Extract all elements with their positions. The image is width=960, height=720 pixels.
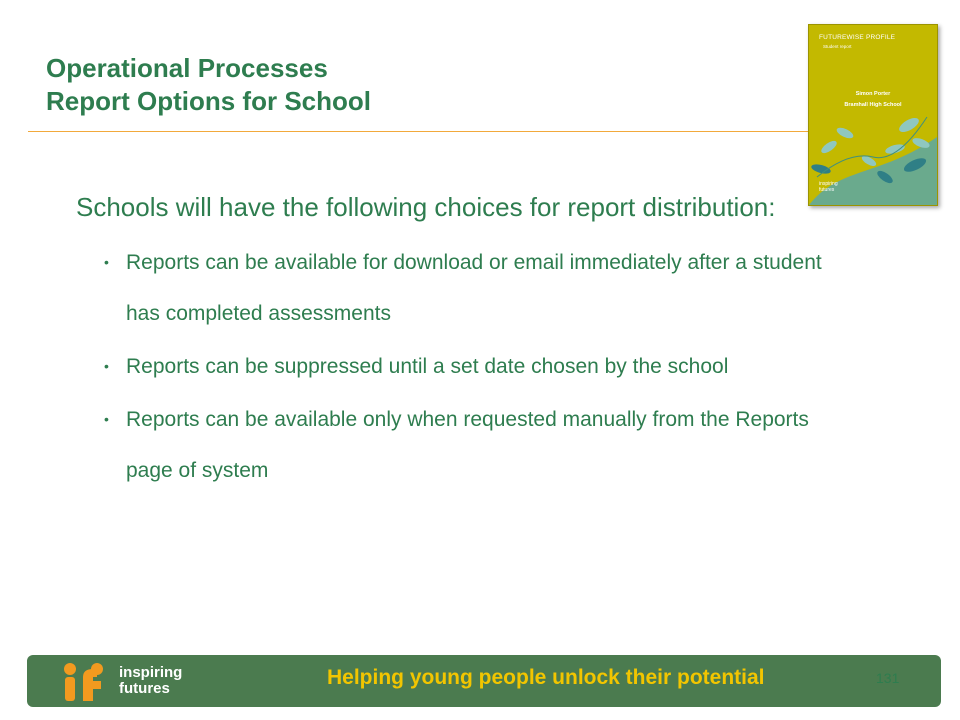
bullet-icon: • — [104, 358, 109, 374]
slide-title — [46, 52, 766, 118]
page-number: 131 — [876, 670, 900, 686]
report-cover-thumbnail — [808, 24, 938, 206]
footer-tagline: Helping young people unlock their potential — [327, 666, 765, 689]
lead-paragraph: Schools will have the following choices for report distribution: — [76, 192, 776, 222]
list-item — [76, 394, 856, 496]
footer-logo-text — [119, 665, 182, 697]
cover-school-name: Bramhall High School — [844, 102, 902, 108]
cover-subtitle: Student report — [823, 44, 852, 49]
footer-bar — [27, 655, 941, 707]
cover-logo-line-2: futures — [819, 187, 835, 193]
title-line-1: Operational Processes — [46, 53, 328, 83]
cover-logo-line-1: inspiring — [819, 181, 838, 187]
list-item — [76, 341, 856, 392]
bullet-icon: • — [104, 254, 109, 270]
inspiring-futures-logo-icon — [61, 661, 115, 703]
bullet-text: Reports can be available only when requested manually from the Reports page of system — [126, 408, 809, 482]
footer-logo-line-1: inspiring — [119, 664, 183, 681]
slide-body — [76, 190, 856, 498]
cover-student-name: Simon Porter — [855, 91, 891, 97]
list-item — [76, 237, 856, 339]
title-divider — [28, 131, 808, 132]
footer-logo-line-2: futures — [119, 680, 170, 697]
bullet-list — [76, 237, 856, 496]
cover-brand: FUTUREWISE PROFILE — [819, 34, 896, 41]
bullet-text: Reports can be available for download or email immediately after a student has completed assessments — [126, 251, 822, 325]
bullet-text: Reports can be suppressed until a set date chosen by the school — [126, 355, 729, 378]
bullet-icon: • — [104, 411, 109, 427]
title-line-2: Report Options for School — [46, 86, 371, 116]
